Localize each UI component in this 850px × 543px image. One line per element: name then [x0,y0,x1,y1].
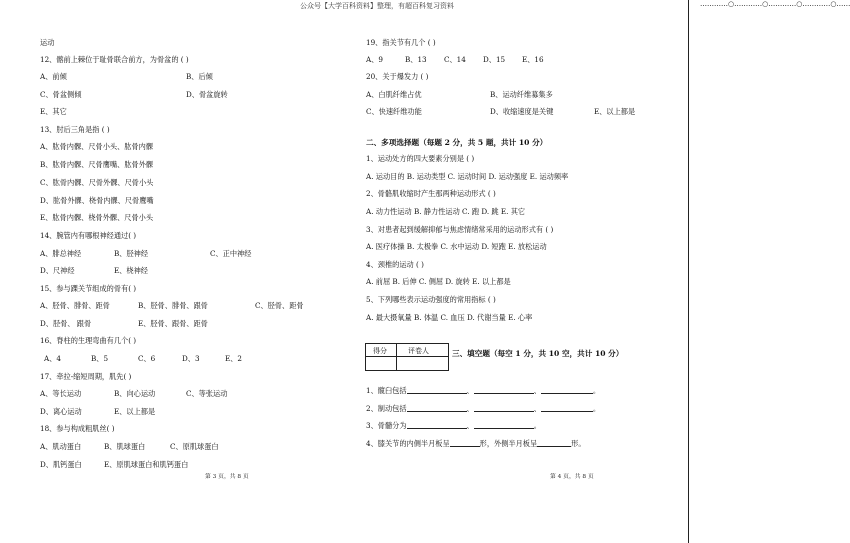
fill-separator: 形。 [571,438,586,448]
page-header: 公众号【大学百科资料】整理，有超百科复习资料 [300,2,454,10]
left-col-line: C、6 [138,354,156,363]
left-col-line: A、前倾 [40,72,67,81]
right-col-line: A、白肌纤维占优 [366,90,422,99]
score-label: 得分 [373,347,387,355]
left-col-line: C、原肌球蛋白 [170,442,219,451]
left-col-line: D、肌钙蛋白 [40,460,82,469]
right-col-line: A. 前屈 B. 后伸 C. 侧屈 D. 旋转 E. 以上都是 [366,277,511,286]
fill-question-text: 3、骨髓分为 [366,420,407,430]
fill-separator: 。 [592,403,601,413]
grader-label: 评卷人 [408,347,429,355]
left-col-line: D、肱骨外髁、桡骨内髁、尺骨鹰嘴 [40,196,154,205]
answer-blank[interactable] [474,386,534,394]
right-col-line: E、16 [522,55,544,64]
left-col-line: A、肌动蛋白 [40,442,82,451]
left-col-line: C、骨盆侧倾 [40,90,82,99]
answer-blank[interactable] [407,421,467,429]
fill-question-text: 4、膝关节的内侧半月板呈 [366,438,450,448]
right-col-line: D、15 [483,55,506,64]
fill-question [366,421,541,429]
answer-blank[interactable] [541,386,593,394]
right-col-line: E、以上都是 [594,107,636,116]
fill-separator: 、 [533,403,541,413]
right-col-line: 20、关于爆发力 ( ) [366,72,429,81]
left-col-line: E、肱骨内髁、桡骨外髁、尺骨小头 [40,213,154,222]
fill-question-text: 2、制动包括 [366,403,407,413]
left-col-line: 14、腕管内有哪根神经通过( ) [40,231,137,240]
fill-question-text: 1、髋臼包括 [366,385,407,395]
fill-question [366,439,586,447]
left-col-line: A、腓总神经 [40,249,82,258]
left-col-line: A、肱骨内髁、尺骨小头、肱骨内髁 [40,142,154,151]
left-col-line: B、肱骨内髁、尺骨鹰嘴、肱骨外髁 [40,160,154,169]
left-col-line: 16、脊柱的生理弯曲有几个( ) [40,336,137,345]
binding-line [688,0,689,543]
left-col-line: 13、肘后三角是指 ( ) [40,125,110,134]
left-col-line: D、骨盆旋转 [186,90,228,99]
right-col-line: A. 动力性运动 B. 静力性运动 C. 跑 D. 跳 E. 其它 [366,207,526,216]
page-footer-left: 第 3 页，共 8 页 [205,474,249,480]
fill-separator: 、 [533,385,541,395]
left-col-line: B、胫骨、腓骨、跟骨 [138,301,208,310]
left-col-line: C、正中神经 [210,249,252,258]
left-col-line: 12、髂前上棘位于耻骨联合前方，为骨盆的 ( ) [40,55,189,64]
left-col-line: D、离心运动 [40,407,82,416]
score-box [365,343,449,371]
left-col-line: E、原肌球蛋白和肌钙蛋白 [104,460,189,469]
right-col-line: B、13 [405,55,427,64]
left-col-line: 17、牵拉-缩短周期，肌先( ) [40,372,132,381]
fill-question [366,404,600,412]
left-col-line: B、肌球蛋白 [104,442,146,451]
fill-separator: 、 [466,420,474,430]
right-col-line: C、快速纤维功能 [366,107,422,116]
right-col-line: 3、对患者起到缓解抑郁与焦虑情绪常采用的运动形式有 ( ) [366,225,554,234]
right-col-line: A. 最大摄氧量 B. 体温 C. 血压 D. 代谢当量 E. 心率 [366,313,533,322]
answer-blank[interactable] [537,439,571,447]
right-col-line: 2、骨骼肌收缩时产生那两种运动形式 ( ) [366,189,496,198]
left-col-line: A、等长运动 [40,389,82,398]
left-col-line: B、向心运动 [114,389,156,398]
fill-question [366,386,600,394]
right-col-line: 1、运动处方的四大要素分别是 ( ) [366,154,475,163]
left-col-line: C、胫骨、距骨 [255,301,304,310]
left-col-line: E、其它 [40,107,67,116]
right-col-line: 5、下列哪些表示运动强度的常用指标 ( ) [366,295,496,304]
right-col-line: C、14 [444,55,466,64]
right-col-line: A. 运动目的 B. 运动类型 C. 运动时间 D. 运动强度 E. 运动频率 [366,172,569,181]
right-col-line: A. 医疗体操 B. 太极拳 C. 水中运动 D. 短跑 E. 放松运动 [366,242,547,251]
left-col-line: D、胫骨、 跟骨 [40,319,92,328]
left-col-line: D、尺神经 [40,266,75,275]
answer-blank[interactable] [541,404,593,412]
left-col-line: B、后倾 [186,72,213,81]
left-col-line: 18、参与构成粗肌丝( ) [40,424,115,433]
left-col-line: B、胫神经 [114,249,149,258]
right-col-line: 二、多项选择题（每题 2 分，共 5 题，共计 10 分） [366,138,548,147]
binding-marks: …………○…………○…………○…………○…… [700,0,850,8]
fill-separator: 。 [592,385,601,395]
left-col-line: B、5 [91,354,109,363]
fill-separator: 。 [533,420,541,430]
left-col-line: E、2 [225,354,243,363]
left-col-line: C、等张运动 [186,389,228,398]
left-col-line: A、4 [44,354,61,363]
page-footer-right: 第 4 页，共 8 页 [550,474,594,480]
left-col-line: A、胫骨、腓骨、距骨 [40,301,110,310]
right-col-line: B、运动纤维募集多 [490,90,553,99]
right-col-line: D、收缩速度是关键 [490,107,554,116]
answer-blank[interactable] [450,439,480,447]
left-col-line: D、3 [182,354,200,363]
left-col-line: 运动 [40,38,55,47]
answer-blank[interactable] [407,404,467,412]
left-col-line: E、以上都是 [114,407,156,416]
answer-blank[interactable] [407,386,467,394]
answer-blank[interactable] [474,404,534,412]
fill-separator: 、 [466,385,474,395]
left-col-line: E、胫骨、跟骨、距骨 [138,319,208,328]
fill-separator: 形，外侧半月板呈 [479,438,538,448]
section-3-title: 三、填空题（每空 1 分，共 10 空，共计 10 分） [452,349,624,358]
answer-blank[interactable] [474,421,534,429]
right-col-line: A、9 [366,55,383,64]
left-col-line: 15、参与踝关节组成的骨有( ) [40,284,137,293]
left-col-line: E、桡神经 [114,266,148,275]
right-col-line: 4、颈椎的运动 ( ) [366,260,424,269]
fill-separator: 、 [466,403,474,413]
right-col-line: 19、指关节有几个 ( ) [366,38,436,47]
left-col-line: C、肱骨内髁、尺骨外髁、尺骨小头 [40,178,154,187]
